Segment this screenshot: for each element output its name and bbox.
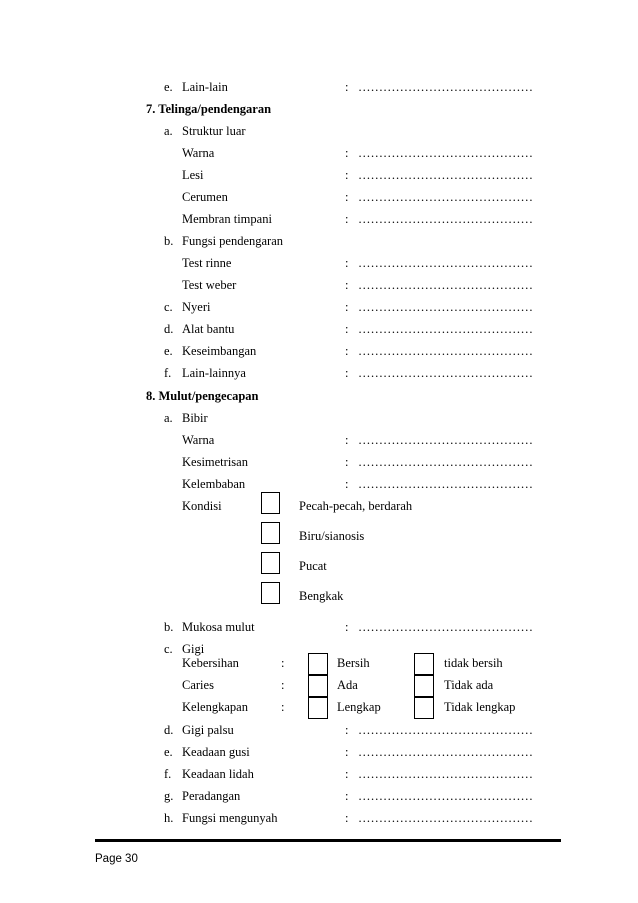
checkbox-tidak-bersih[interactable]	[414, 653, 434, 675]
colon: :	[345, 190, 349, 204]
item-letter: f.	[164, 366, 172, 380]
checkbox-label: Pecah-pecah, berdarah	[299, 499, 413, 513]
checkbox-label: Lengkap	[337, 700, 381, 714]
answer-blank[interactable]: ……………………………………	[358, 620, 533, 634]
item-label: Fungsi pendengaran	[182, 234, 284, 248]
colon: :	[345, 767, 349, 781]
answer-blank[interactable]: ……………………………………	[358, 789, 533, 803]
item-label: Bibir	[182, 411, 208, 425]
item-letter: a.	[164, 124, 173, 138]
field-label: Membran timpani	[182, 212, 272, 226]
colon: :	[345, 80, 349, 94]
checkbox-label: Tidak ada	[444, 678, 494, 692]
item-letter: b.	[164, 620, 174, 634]
field-label: Kelembaban	[182, 477, 246, 491]
item-label: Alat bantu	[182, 322, 235, 336]
item-label: Keseimbangan	[182, 344, 257, 358]
checkbox-biru[interactable]	[261, 522, 280, 544]
item-label: Lain-lainnya	[182, 366, 246, 380]
answer-blank[interactable]: ……………………………………	[358, 811, 533, 825]
section-heading-telinga: 7. Telinga/pendengaran	[146, 102, 272, 116]
checkbox-label: tidak bersih	[444, 656, 503, 670]
item-letter: e.	[164, 80, 173, 94]
colon: :	[345, 620, 349, 634]
item-letter: a.	[164, 411, 173, 425]
colon: :	[345, 300, 349, 314]
checkbox-pecah[interactable]	[261, 492, 280, 514]
item-letter: e.	[164, 745, 173, 759]
answer-blank[interactable]: ……………………………………	[358, 477, 533, 491]
checkbox-lengkap[interactable]	[308, 697, 328, 719]
colon: :	[345, 477, 349, 491]
field-label: Kelengkapan	[182, 700, 248, 714]
item-label: Struktur luar	[182, 124, 246, 138]
answer-blank[interactable]: ……………………………………	[358, 366, 533, 380]
item-letter: b.	[164, 234, 174, 248]
checkbox-tidak-lengkap[interactable]	[414, 697, 434, 719]
checkbox-label: Bengkak	[299, 589, 344, 603]
checkbox-ada[interactable]	[308, 675, 328, 697]
item-letter: d.	[164, 322, 174, 336]
item-label: Mukosa mulut	[182, 620, 255, 634]
footer-divider	[95, 839, 561, 842]
checkbox-label: Bersih	[337, 656, 370, 670]
item-letter: f.	[164, 767, 172, 781]
answer-blank[interactable]: ……………………………………	[358, 278, 533, 292]
field-label: Kebersihan	[182, 656, 239, 670]
colon: :	[345, 723, 349, 737]
colon: :	[345, 168, 349, 182]
field-label: Warna	[182, 433, 215, 447]
section-heading-mulut: 8. Mulut/pengecapan	[146, 389, 259, 403]
checkbox-label: Tidak lengkap	[444, 700, 516, 714]
answer-blank[interactable]: ……………………………………	[358, 300, 533, 314]
checkbox-pucat[interactable]	[261, 552, 280, 574]
item-letter: c.	[164, 300, 173, 314]
colon: :	[345, 811, 349, 825]
item-letter: e.	[164, 344, 173, 358]
answer-blank[interactable]: ……………………………………	[358, 168, 533, 182]
answer-blank[interactable]: ……………………………………	[358, 322, 533, 336]
colon: :	[345, 278, 349, 292]
item-letter: c.	[164, 642, 173, 656]
answer-blank[interactable]: ……………………………………	[358, 146, 533, 160]
item-label: Fungsi mengunyah	[182, 811, 278, 825]
colon: :	[345, 322, 349, 336]
item-label: Nyeri	[182, 300, 211, 314]
colon: :	[281, 656, 285, 670]
field-label: Kesimetrisan	[182, 455, 248, 469]
item-label: Peradangan	[182, 789, 241, 803]
colon: :	[281, 700, 285, 714]
item-label: Keadaan lidah	[182, 767, 254, 781]
item-label: Gigi palsu	[182, 723, 234, 737]
colon: :	[345, 256, 349, 270]
checkbox-label: Ada	[337, 678, 358, 692]
colon: :	[345, 212, 349, 226]
checkbox-bengkak[interactable]	[261, 582, 280, 604]
field-label: Kondisi	[182, 499, 222, 513]
colon: :	[345, 789, 349, 803]
answer-blank[interactable]: ……………………………………	[358, 455, 533, 469]
item-label: Gigi	[182, 642, 205, 656]
field-label: Warna	[182, 146, 215, 160]
colon: :	[281, 678, 285, 692]
answer-blank[interactable]: ……………………………………	[358, 433, 533, 447]
item-letter: g.	[164, 789, 174, 803]
field-label: Test weber	[182, 278, 237, 292]
answer-blank[interactable]: ……………………………………	[358, 344, 533, 358]
colon: :	[345, 366, 349, 380]
colon: :	[345, 433, 349, 447]
answer-blank[interactable]: ……………………………………	[358, 256, 533, 270]
answer-blank[interactable]: ……………………………………	[358, 723, 533, 737]
item-label: Lain-lain	[182, 80, 228, 94]
colon: :	[345, 344, 349, 358]
checkbox-tidak-ada[interactable]	[414, 675, 434, 697]
field-label: Test rinne	[182, 256, 232, 270]
answer-blank[interactable]: ……………………………………	[358, 212, 533, 226]
colon: :	[345, 745, 349, 759]
colon: :	[345, 146, 349, 160]
answer-blank[interactable]: ……………………………………	[358, 767, 533, 781]
answer-blank[interactable]: ……………………………………	[358, 80, 533, 94]
field-label: Caries	[182, 678, 214, 692]
answer-blank[interactable]: ……………………………………	[358, 745, 533, 759]
checkbox-label: Biru/sianosis	[299, 529, 365, 543]
checkbox-label: Pucat	[299, 559, 327, 573]
colon: :	[345, 455, 349, 469]
checkbox-bersih[interactable]	[308, 653, 328, 675]
item-label: Keadaan gusi	[182, 745, 250, 759]
answer-blank[interactable]: ……………………………………	[358, 190, 533, 204]
field-label: Lesi	[182, 168, 204, 182]
item-letter: d.	[164, 723, 174, 737]
item-letter: h.	[164, 811, 174, 825]
page-number: Page 30	[95, 853, 138, 865]
field-label: Cerumen	[182, 190, 228, 204]
